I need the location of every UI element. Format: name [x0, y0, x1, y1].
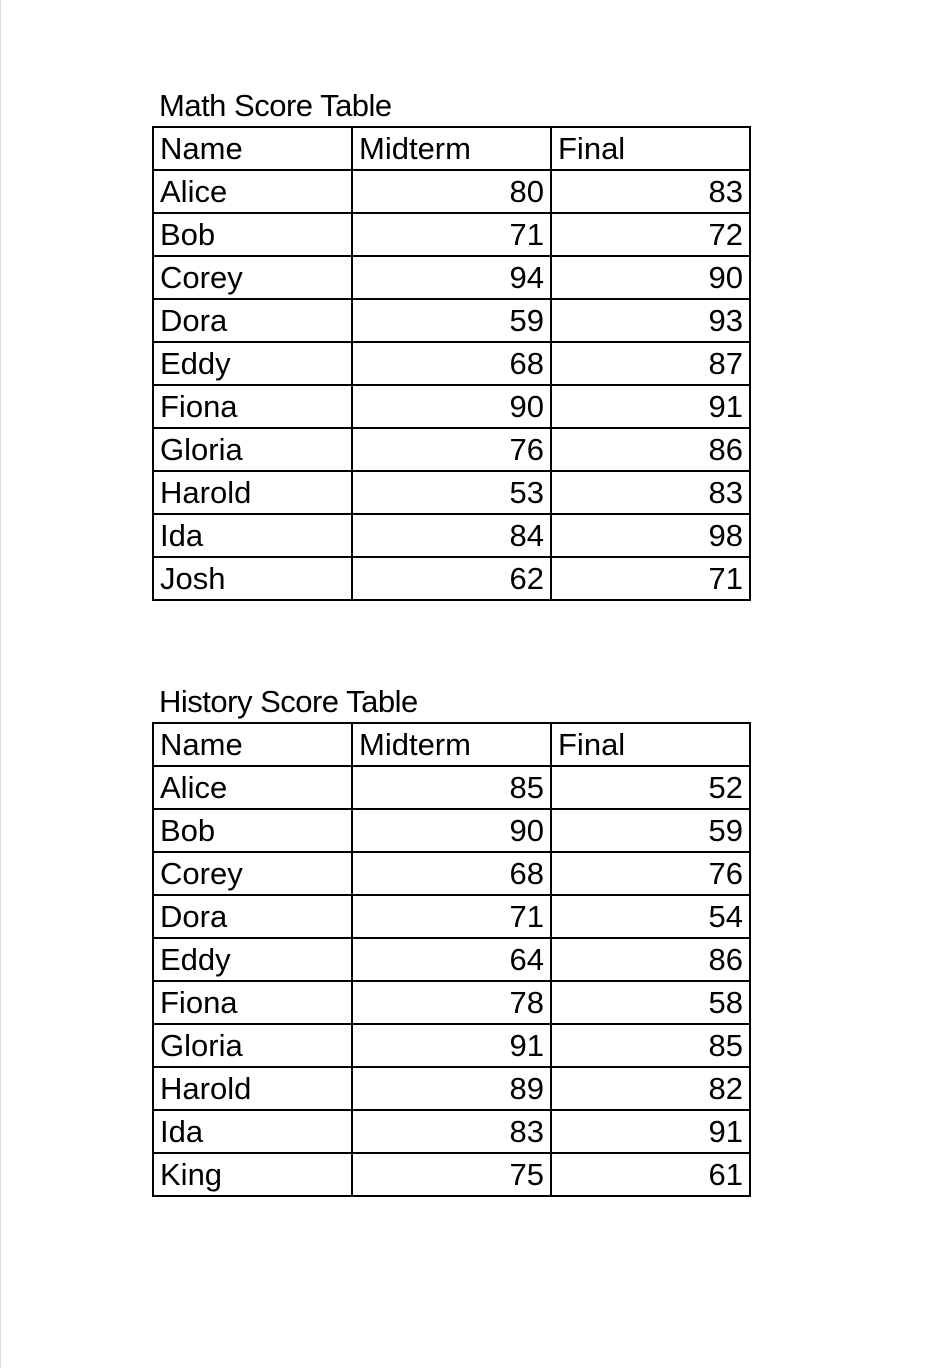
- cell-final: 93: [551, 299, 750, 342]
- cell-midterm: 64: [352, 938, 551, 981]
- cell-midterm: 83: [352, 1110, 551, 1153]
- cell-midterm: 90: [352, 385, 551, 428]
- cell-final: 71: [551, 557, 750, 600]
- table-row: [153, 256, 750, 299]
- table-row: [153, 1110, 750, 1153]
- cell-midterm: 90: [352, 809, 551, 852]
- cell-name: King: [153, 1153, 352, 1196]
- cell-name: Alice: [153, 170, 352, 213]
- cell-name: Ida: [153, 514, 352, 557]
- cell-name: Corey: [153, 256, 352, 299]
- cell-final: 90: [551, 256, 750, 299]
- cell-midterm: 89: [352, 1067, 551, 1110]
- table-row: [153, 428, 750, 471]
- table-row: [153, 557, 750, 600]
- cell-name: Dora: [153, 895, 352, 938]
- cell-final: 91: [551, 1110, 750, 1153]
- column-header-final: Final: [551, 127, 750, 170]
- cell-name: Josh: [153, 557, 352, 600]
- cell-midterm: 84: [352, 514, 551, 557]
- math-table-title: Math Score Table: [159, 88, 392, 123]
- table-row: [153, 766, 750, 809]
- table-header-row: [153, 723, 750, 766]
- cell-final: 91: [551, 385, 750, 428]
- table-row: [153, 895, 750, 938]
- cell-final: 72: [551, 213, 750, 256]
- cell-midterm: 94: [352, 256, 551, 299]
- cell-name: Fiona: [153, 385, 352, 428]
- cell-final: 86: [551, 938, 750, 981]
- table-row: [153, 938, 750, 981]
- table-header-row: [153, 127, 750, 170]
- table-row: [153, 385, 750, 428]
- table-row: [153, 471, 750, 514]
- cell-midterm: 59: [352, 299, 551, 342]
- cell-final: 76: [551, 852, 750, 895]
- cell-name: Corey: [153, 852, 352, 895]
- cell-final: 58: [551, 981, 750, 1024]
- table-row: [153, 809, 750, 852]
- cell-midterm: 53: [352, 471, 551, 514]
- cell-midterm: 68: [352, 852, 551, 895]
- cell-name: Bob: [153, 213, 352, 256]
- cell-name: Harold: [153, 1067, 352, 1110]
- cell-final: 82: [551, 1067, 750, 1110]
- cell-final: 61: [551, 1153, 750, 1196]
- cell-name: Eddy: [153, 342, 352, 385]
- cell-name: Dora: [153, 299, 352, 342]
- column-header-name: Name: [153, 127, 352, 170]
- cell-final: 87: [551, 342, 750, 385]
- cell-midterm: 85: [352, 766, 551, 809]
- column-header-midterm: Midterm: [352, 127, 551, 170]
- cell-final: 54: [551, 895, 750, 938]
- page-left-edge: [0, 0, 1, 1368]
- cell-final: 85: [551, 1024, 750, 1067]
- cell-name: Gloria: [153, 428, 352, 471]
- cell-name: Alice: [153, 766, 352, 809]
- table-row: [153, 514, 750, 557]
- table-row: [153, 1153, 750, 1196]
- column-header-final: Final: [551, 723, 750, 766]
- history-score-section: [152, 682, 749, 1197]
- table-row: [153, 981, 750, 1024]
- column-header-midterm: Midterm: [352, 723, 551, 766]
- table-row: [153, 299, 750, 342]
- cell-midterm: 91: [352, 1024, 551, 1067]
- history-score-table: [152, 722, 751, 1197]
- table-row: [153, 213, 750, 256]
- cell-midterm: 71: [352, 895, 551, 938]
- cell-final: 83: [551, 471, 750, 514]
- cell-midterm: 71: [352, 213, 551, 256]
- cell-midterm: 76: [352, 428, 551, 471]
- table-row: [153, 852, 750, 895]
- cell-name: Gloria: [153, 1024, 352, 1067]
- cell-midterm: 75: [352, 1153, 551, 1196]
- cell-name: Ida: [153, 1110, 352, 1153]
- cell-name: Harold: [153, 471, 352, 514]
- cell-midterm: 68: [352, 342, 551, 385]
- cell-final: 52: [551, 766, 750, 809]
- math-score-table: [152, 126, 751, 601]
- table-row: [153, 1024, 750, 1067]
- cell-midterm: 62: [352, 557, 551, 600]
- cell-midterm: 80: [352, 170, 551, 213]
- math-score-section: [152, 86, 749, 601]
- cell-name: Eddy: [153, 938, 352, 981]
- cell-final: 86: [551, 428, 750, 471]
- table-row: [153, 342, 750, 385]
- table-row: [153, 1067, 750, 1110]
- cell-midterm: 78: [352, 981, 551, 1024]
- column-header-name: Name: [153, 723, 352, 766]
- cell-name: Bob: [153, 809, 352, 852]
- table-row: [153, 170, 750, 213]
- history-table-title: History Score Table: [159, 684, 418, 719]
- cell-name: Fiona: [153, 981, 352, 1024]
- cell-final: 83: [551, 170, 750, 213]
- cell-final: 98: [551, 514, 750, 557]
- cell-final: 59: [551, 809, 750, 852]
